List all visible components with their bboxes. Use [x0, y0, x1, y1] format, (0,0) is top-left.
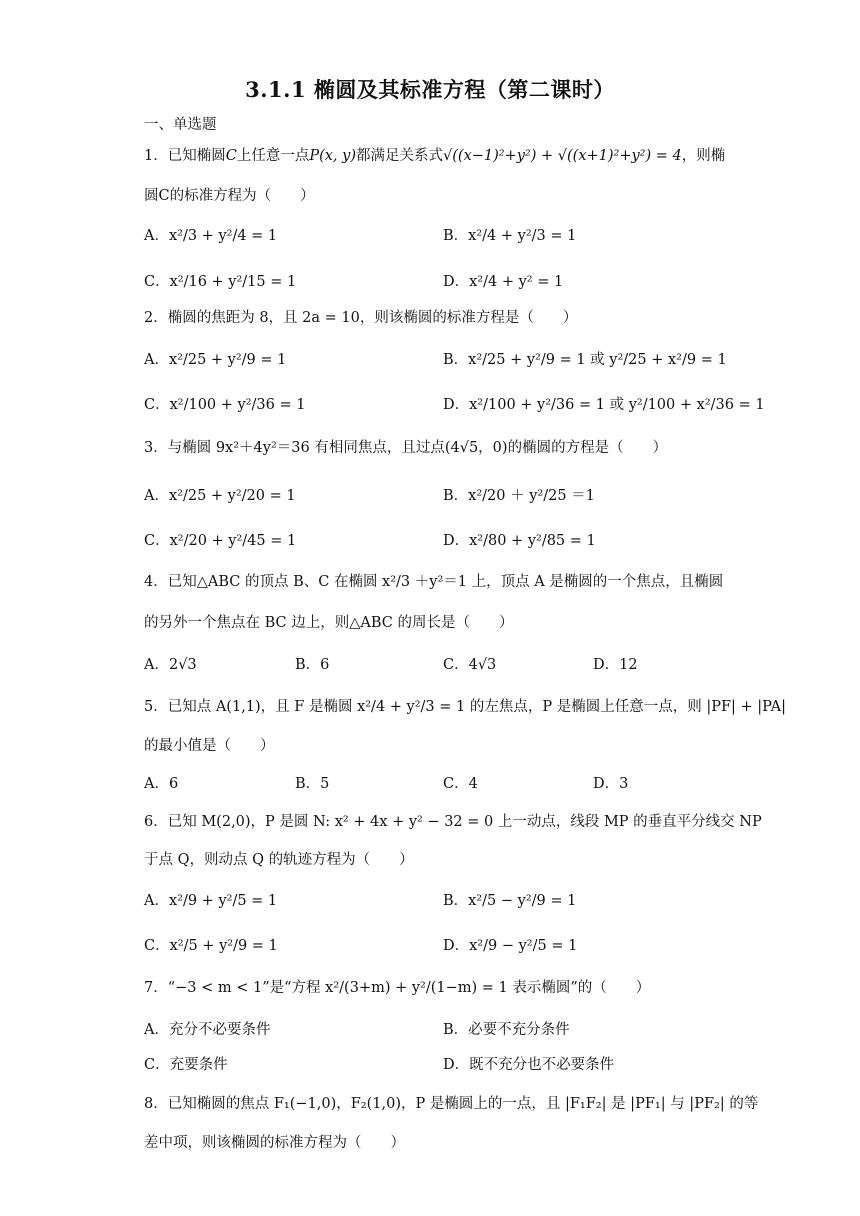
question-7: 7．“−3 < m < 1”是“方程 x²/(3+m) + y²/(1−m) = 1 表示椭圆”的（ ） — [144, 980, 651, 996]
question-4-line2: 的另外一个焦点在 BC 边上，则△ABC 的周长是（ ） — [144, 615, 514, 631]
q4-option-d[interactable]: D．12 — [593, 657, 638, 673]
q7-option-a[interactable]: A．充分不必要条件 — [144, 1022, 271, 1038]
question-8: 8．已知椭圆的焦点 F₁(−1,0)，F₂(1,0)，P 是椭圆上的一点，且 |F₁F₂| 是 |PF₁| 与 |PF₂| 的等 — [144, 1096, 759, 1112]
question-6: 6．已知 M(2,0)，P 是圆 N: x² + 4x + y² − 32 = 0 上一动点，线段 MP 的垂直平分线交 NP — [144, 814, 762, 830]
question-1 — [144, 146, 725, 166]
q4-option-b[interactable]: B．6 — [295, 657, 330, 673]
q3-option-b[interactable]: B．x²/20 ＋ y²/25 ＝1 — [443, 488, 595, 504]
question-1-line2: 圆C的标准方程为（ ） — [144, 188, 315, 204]
q1-option-d[interactable]: D．x²/4 + y² = 1 — [443, 274, 564, 290]
q6-option-d[interactable]: D．x²/9 − y²/5 = 1 — [443, 938, 578, 954]
q5-option-b[interactable]: B．5 — [295, 776, 330, 792]
q2-option-b[interactable]: B．x²/25 + y²/9 = 1 或 y²/25 + x²/9 = 1 — [443, 352, 727, 368]
q1-option-a[interactable]: A．x²/3 + y²/4 = 1 — [144, 228, 278, 244]
q2-option-d[interactable]: D．x²/100 + y²/36 = 1 或 y²/100 + x²/36 = 1 — [443, 397, 765, 413]
question-6-line2: 于点 Q，则动点 Q 的轨迹方程为（ ） — [144, 852, 414, 868]
q5-option-a[interactable]: A．6 — [144, 776, 179, 792]
q1-eq: √((x−1)²+y²) + √((x+1)²+y²) = 4 — [443, 148, 682, 164]
q1-text-b: 上任意一点 — [236, 148, 310, 164]
q5-option-d[interactable]: D．3 — [593, 776, 629, 792]
question-5: 5．已知点 A(1,1)，且 F 是椭圆 x²/4 + y²/3 = 1 的左焦点，P 是椭圆上任意一点，则 |PF| + |PA| — [144, 699, 786, 715]
question-5-line2: 的最小值是（ ） — [144, 738, 275, 754]
q5-option-c[interactable]: C．4 — [443, 776, 478, 792]
q3-option-c[interactable]: C．x²/20 + y²/45 = 1 — [144, 533, 297, 549]
q6-option-c[interactable]: C．x²/5 + y²/9 = 1 — [144, 938, 278, 954]
q1-text-a: 1．已知椭圆 — [144, 148, 226, 164]
q2-option-c[interactable]: C．x²/100 + y²/36 = 1 — [144, 397, 306, 413]
q4-option-a[interactable]: A．2√3 — [144, 657, 197, 673]
q6-option-a[interactable]: A．x²/9 + y²/5 = 1 — [144, 893, 278, 909]
question-2: 2．椭圆的焦距为 8，且 2a = 10，则该椭圆的标准方程是（ ） — [144, 310, 578, 326]
question-4: 4．已知△ABC 的顶点 B、C 在椭圆 x²/3 ＋y²＝1 上，顶点 A 是椭圆的一个焦点，且椭圆 — [144, 574, 724, 590]
q2-option-a[interactable]: A．x²/25 + y²/9 = 1 — [144, 352, 287, 368]
q3-option-d[interactable]: D．x²/80 + y²/85 = 1 — [443, 533, 596, 549]
q7-option-d[interactable]: D．既不充分也不必要条件 — [443, 1057, 615, 1073]
q1-text-c: 都满足关系式 — [356, 148, 444, 164]
q1-P: P(x, y) — [309, 148, 357, 164]
q1-C: C — [225, 148, 237, 164]
q1-option-b[interactable]: B．x²/4 + y²/3 = 1 — [443, 228, 577, 244]
q7-option-c[interactable]: C．充要条件 — [144, 1057, 228, 1073]
question-8-line2: 差中项，则该椭圆的标准方程为（ ） — [144, 1135, 405, 1151]
q1-option-c[interactable]: C．x²/16 + y²/15 = 1 — [144, 274, 297, 290]
q3-option-a[interactable]: A．x²/25 + y²/20 = 1 — [144, 488, 296, 504]
q6-option-b[interactable]: B．x²/5 − y²/9 = 1 — [443, 893, 577, 909]
section-heading: 一、单选题 — [144, 117, 217, 133]
q7-option-b[interactable]: B．必要不充分条件 — [443, 1022, 570, 1038]
q4-option-c[interactable]: C．4√3 — [443, 657, 497, 673]
page-title: 3.1.1 椭圆及其标准方程（第二课时） — [245, 77, 615, 102]
question-3: 3．与椭圆 9x²＋4y²＝36 有相同焦点，且过点(4√5，0)的椭圆的方程是（ ） — [144, 440, 668, 456]
q1-text-d: ，则椭 — [681, 148, 726, 164]
